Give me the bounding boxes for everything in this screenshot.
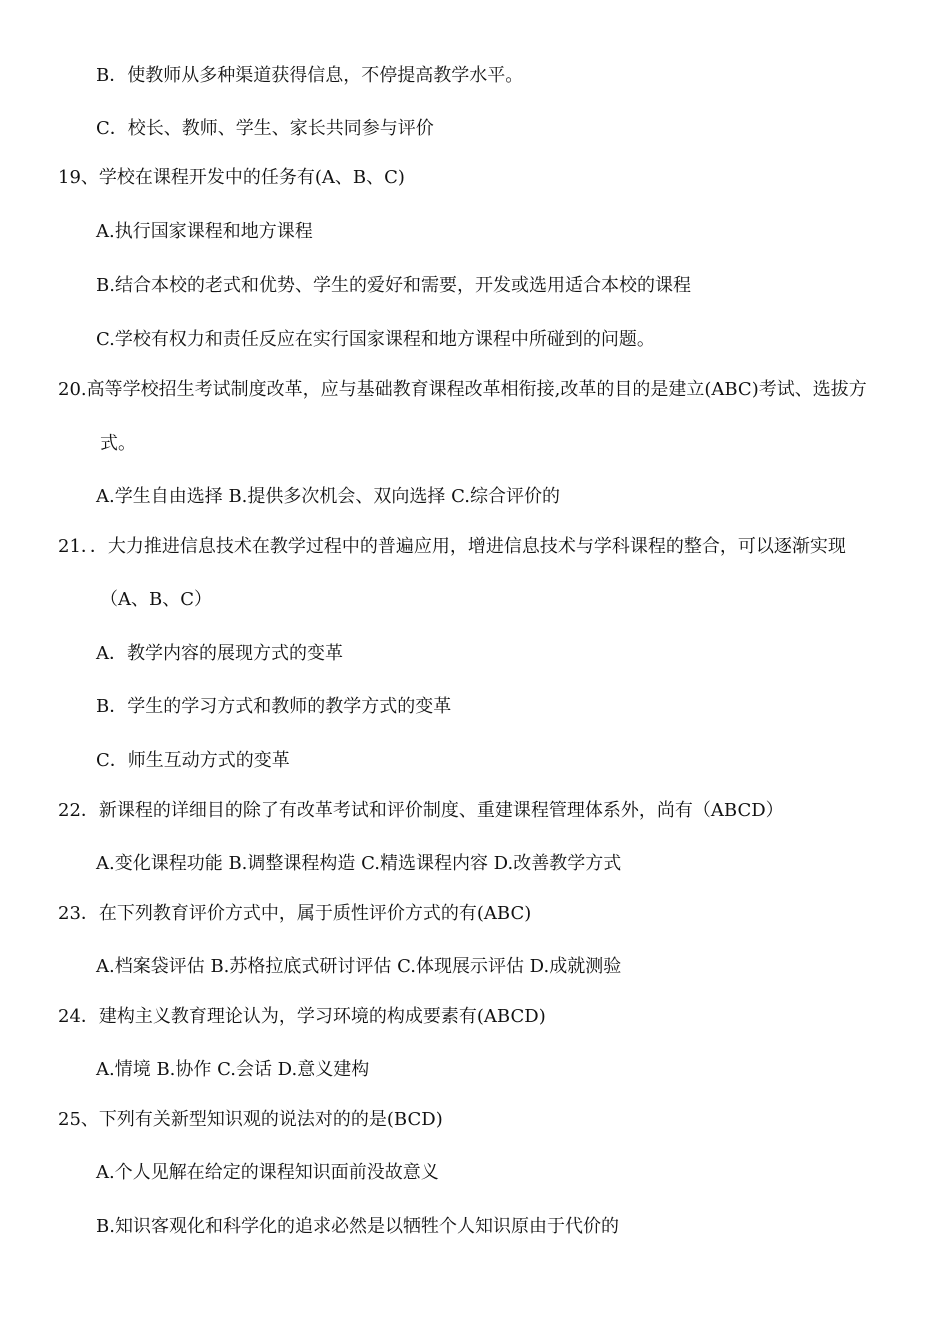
- q23-options: A.档案袋评估 B.苏格拉底式研讨评估 C.体现展示评估 D.成就测验: [96, 956, 622, 977]
- q21-option-b: B．学生的学习方式和教师的教学方式的变革: [96, 696, 452, 717]
- q25-option-b: B.知识客观化和科学化的追求必然是以牺牲个人知识原由于代价的: [96, 1216, 619, 1237]
- q21-answer: （A、B、C）: [100, 589, 212, 610]
- q22-stem: 22．新课程的详细目的除了有改革考试和评价制度、重建课程管理体系外，尚有（ABCD）: [58, 800, 784, 821]
- q19-option-c: C.学校有权力和责任反应在实行国家课程和地方课程中所碰到的问题。: [96, 329, 655, 350]
- q25-stem: 25、下列有关新型知识观的说法对的的是(BCD): [58, 1109, 443, 1130]
- q21-option-a: A．教学内容的展现方式的变革: [96, 643, 343, 664]
- q21-option-c: C．师生互动方式的变革: [96, 750, 290, 771]
- q24-stem: 24．建构主义教育理论认为，学习环境的构成要素有(ABCD): [58, 1006, 546, 1027]
- q20-options: A.学生自由选择 B.提供多次机会、双向选择 C.综合评价的: [96, 486, 560, 507]
- q25-option-a: A.个人见解在给定的课程知识面前没故意义: [96, 1162, 439, 1183]
- q18-option-b: B．使教师从多种渠道获得信息，不停提高教学水平。: [96, 65, 524, 86]
- q20-stem-continuation: 式。: [100, 433, 136, 454]
- q24-options: A.情境 B.协作 C.会话 D.意义建构: [96, 1059, 370, 1080]
- q19-stem: 19、学校在课程开发中的任务有(A、B、C): [58, 167, 405, 188]
- q22-options: A.变化课程功能 B.调整课程构造 C.精选课程内容 D.改善教学方式: [96, 853, 622, 874]
- q23-stem: 23．在下列教育评价方式中，属于质性评价方式的有(ABC): [58, 903, 532, 924]
- q18-option-c: C．校长、教师、学生、家长共同参与评价: [96, 118, 434, 139]
- q21-stem: 21．．大力推进信息技术在教学过程中的普遍应用，增进信息技术与学科课程的整合，可以逐渐实现: [58, 536, 846, 557]
- q19-option-a: A.执行国家课程和地方课程: [96, 221, 313, 242]
- q20-stem: 20.高等学校招生考试制度改革，应与基础教育课程改革相衔接,改革的目的是建立(ABC)考试、选拔方: [58, 379, 867, 400]
- q19-option-b: B.结合本校的老式和优势、学生的爱好和需要，开发或选用适合本校的课程: [96, 275, 691, 296]
